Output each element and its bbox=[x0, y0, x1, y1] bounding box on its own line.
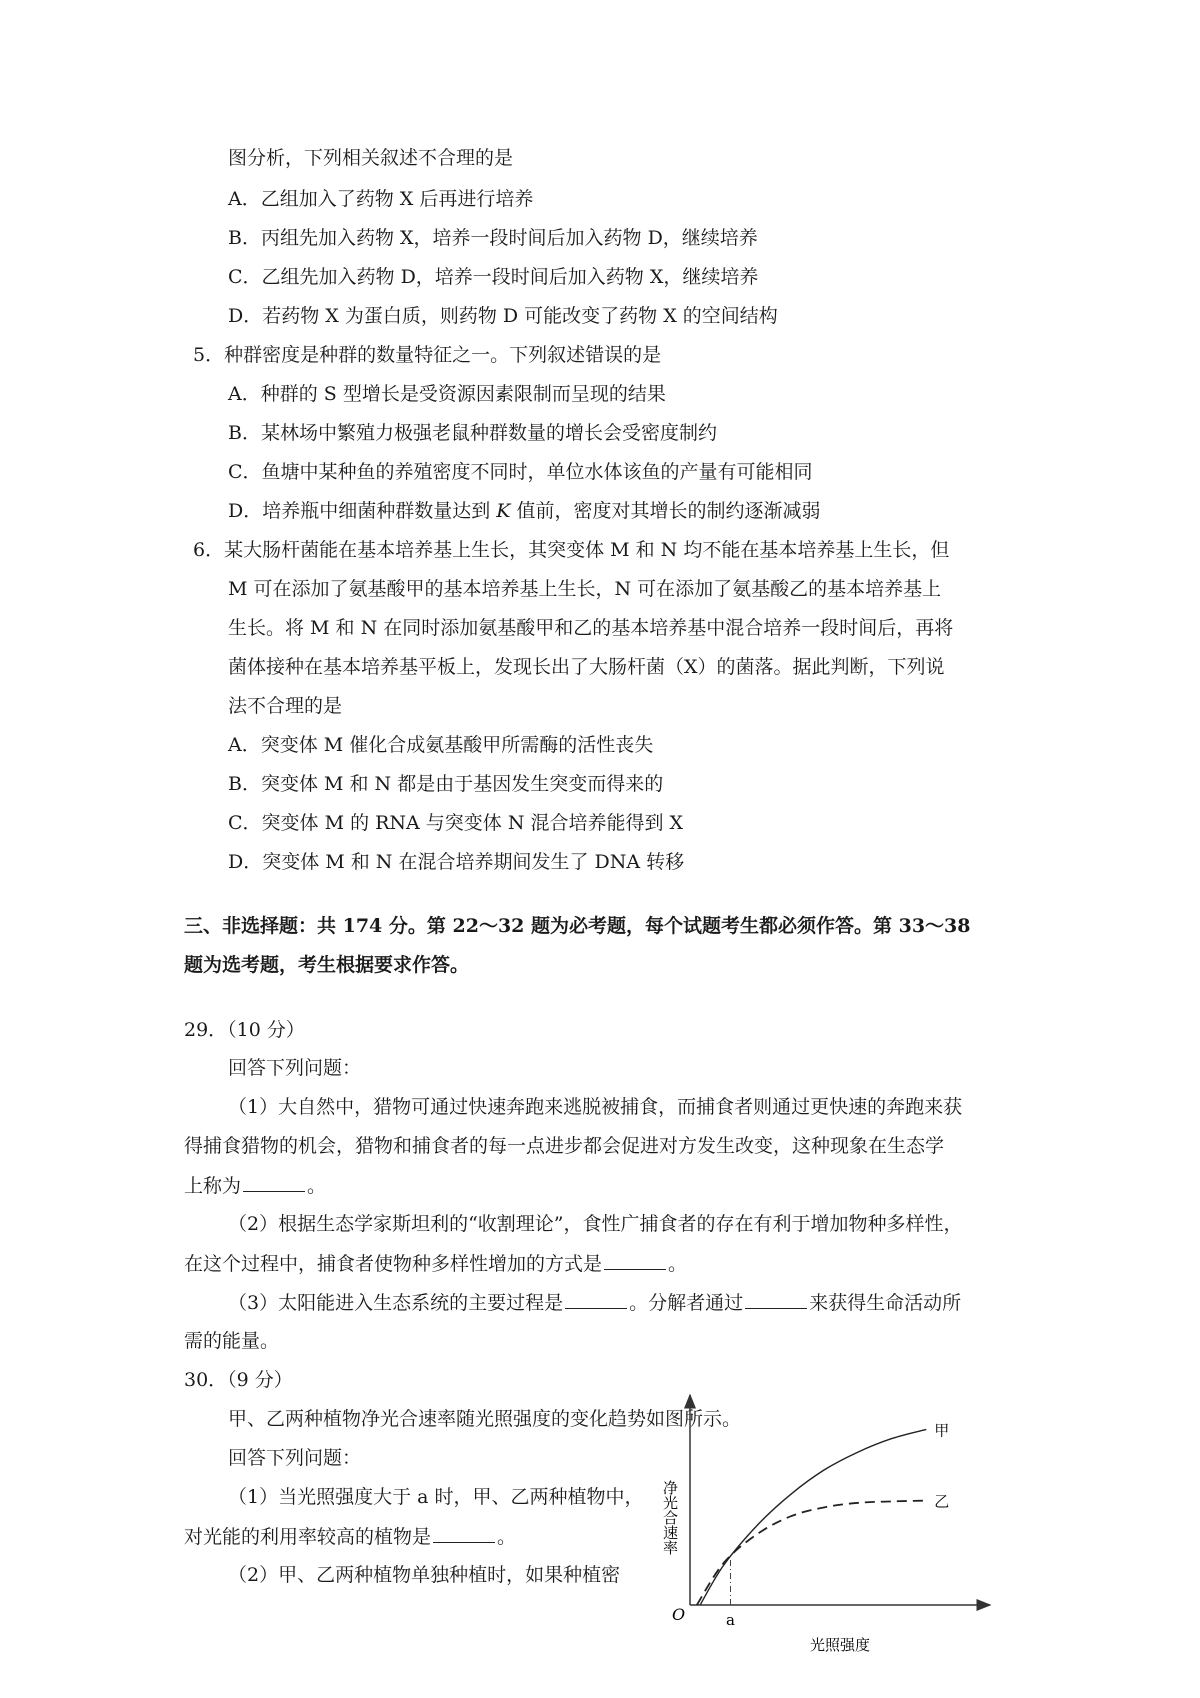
q29-p1-line-2: 得捕食猎物的机会，猎物和捕食者的每一点进步都会促进对方发生改变，这种现象在生态学 bbox=[184, 1135, 945, 1157]
series-label-jia: 甲 bbox=[934, 1421, 950, 1440]
series-line-jia bbox=[700, 1429, 926, 1605]
q30-p1-line-2: 对光能的利用率较高的植物是 。 bbox=[184, 1526, 517, 1548]
q6-option-a: A．突变体 M 催化合成氨基酸甲所需酶的活性丧失 bbox=[228, 734, 654, 756]
q5-option-d: D．培养瓶中细菌种群数量达到 K 值前，密度对其增长的制约逐渐减弱 bbox=[228, 500, 821, 522]
q4-option-c: C．乙组先加入药物 D，培养一段时间后加入药物 X，继续培养 bbox=[228, 266, 759, 288]
q5-stem: 5．种群密度是种群的数量特征之一。下列叙述错误的是 bbox=[193, 344, 662, 366]
q6-stem-line-2: M 可在添加了氨基酸甲的基本培养基上生长，N 可在添加了氨基酸乙的基本培养基上 bbox=[228, 578, 942, 600]
x-tick-label-a: a bbox=[726, 1611, 735, 1629]
q4-option-d: D．若药物 X 为蛋白质，则药物 D 可能改变了药物 X 的空间结构 bbox=[228, 305, 778, 327]
q4-stem-tail: 图分析，下列相关叙述不合理的是 bbox=[228, 147, 514, 169]
section-3-heading-line-1: 三、非选择题：共 174 分。第 22～32 题为必考题，每个试题考生都必须作答。第 33～38 bbox=[184, 915, 971, 937]
answer-blank[interactable] bbox=[565, 1290, 627, 1309]
q30-intro: 甲、乙两种植物净光合速率随光照强度的变化趋势如图所示。 bbox=[228, 1408, 742, 1430]
q5-option-c: C．鱼塘中某种鱼的养殖密度不同时，单位水体该鱼的产量有可能相同 bbox=[228, 461, 813, 483]
series-line-yi bbox=[697, 1501, 927, 1605]
answer-blank[interactable] bbox=[745, 1290, 807, 1309]
answer-blank[interactable] bbox=[604, 1251, 666, 1270]
photosynthesis-chart bbox=[660, 1380, 1000, 1660]
q29-p2-line-1: （2）根据生态学家斯坦利的“收割理论”，食性广捕食者的存在有利于增加物种多样性， bbox=[228, 1213, 963, 1235]
q29-p1-line-3: 上称为 。 bbox=[184, 1175, 327, 1197]
q30-ask: 回答下列问题： bbox=[228, 1447, 362, 1469]
q30-p2-line-1: （2）甲、乙两种植物单独种植时，如果种植密 bbox=[228, 1564, 621, 1586]
q6-stem-line-5: 法不合理的是 bbox=[228, 695, 343, 717]
q5-option-a: A．种群的 S 型增长是受资源因素限制而呈现的结果 bbox=[228, 383, 666, 405]
q30-p1-line-1: （1）当光照强度大于 a 时，甲、乙两种植物中， bbox=[228, 1486, 644, 1508]
x-axis-label: 光照强度 bbox=[810, 1636, 871, 1654]
q29-intro: 回答下列问题： bbox=[228, 1057, 362, 1079]
series-label-yi: 乙 bbox=[934, 1492, 950, 1511]
q6-option-d: D．突变体 M 和 N 在混合培养期间发生了 DNA 转移 bbox=[228, 851, 685, 873]
q6-option-c: C．突变体 M 的 RNA 与突变体 N 混合培养能得到 X bbox=[228, 812, 684, 834]
q29-p3-line-2: 需的能量。 bbox=[184, 1330, 280, 1352]
q30-header: 30．（9 分） bbox=[184, 1369, 293, 1391]
q29-p2-line-2: 在这个过程中，捕食者使物种多样性增加的方式是 。 bbox=[184, 1253, 688, 1275]
q6-option-b: B．突变体 M 和 N 都是由于基因发生突变而得来的 bbox=[228, 773, 664, 795]
answer-blank[interactable] bbox=[433, 1524, 495, 1543]
q29-header: 29．（10 分） bbox=[184, 1019, 305, 1041]
q6-stem-line-4: 菌体接种在基本培养基平板上，发现长出了大肠杆菌（X）的菌落。据此判断，下列说 bbox=[228, 656, 945, 678]
q6-stem-line-3: 生长。将 M 和 N 在同时添加氨基酸甲和乙的基本培养基中混合培养一段时间后，再将 bbox=[228, 617, 954, 639]
origin-label: O bbox=[672, 1605, 686, 1624]
q4-option-a: A．乙组加入了药物 X 后再进行培养 bbox=[228, 188, 534, 210]
answer-blank[interactable] bbox=[243, 1173, 305, 1192]
q5-option-b: B．某林场中繁殖力极强老鼠种群数量的增长会受密度制约 bbox=[228, 422, 717, 444]
q29-p3-line-1: （3）太阳能进入生态系统的主要过程是 。分解者通过 来获得生命活动所 bbox=[228, 1292, 962, 1314]
q4-option-b: B．丙组先加入药物 X，培养一段时间后加入药物 D，继续培养 bbox=[228, 227, 758, 249]
y-axis-label: 净光合速率 bbox=[661, 1480, 679, 1555]
section-3-heading-line-2: 题为选考题，考生根据要求作答。 bbox=[184, 954, 470, 976]
q29-p1-line-1: （1）大自然中，猎物可通过快速奔跑来逃脱被捕食，而捕食者则通过更快速的奔跑来获 bbox=[228, 1096, 963, 1118]
q6-stem-line-1: 6．某大肠杆菌能在基本培养基上生长，其突变体 M 和 N 均不能在基本培养基上生长，但 bbox=[193, 539, 950, 561]
